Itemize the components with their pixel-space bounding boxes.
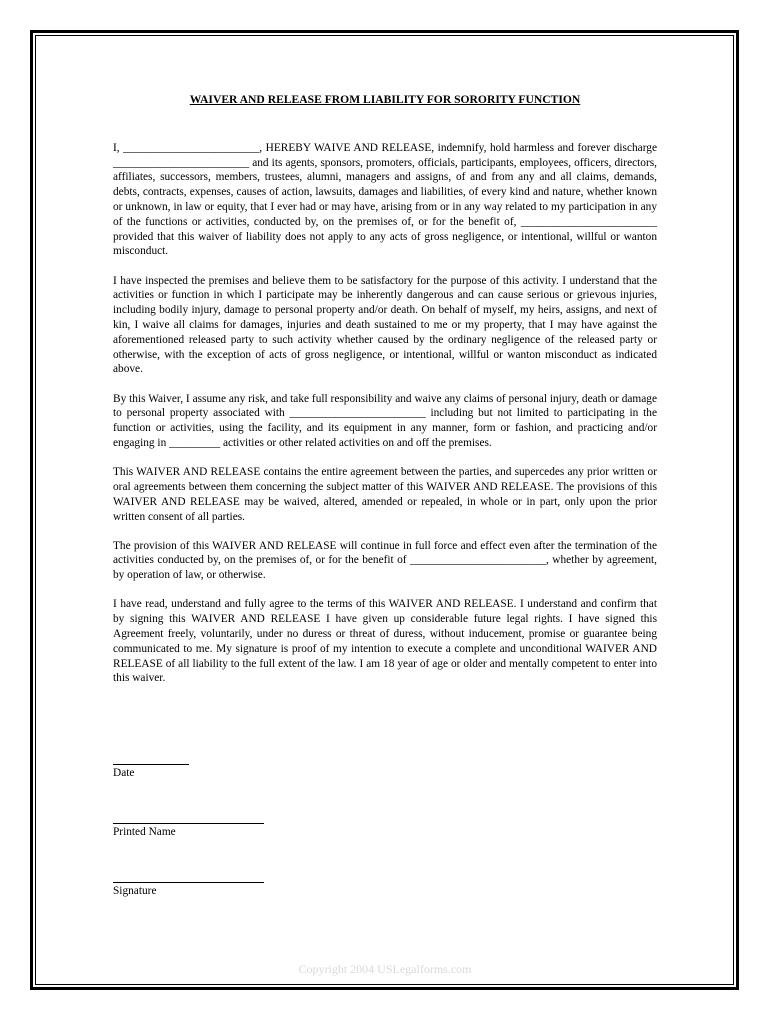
printed-name-field[interactable] xyxy=(113,823,264,838)
signature-field[interactable] xyxy=(113,882,264,897)
paragraph-inspection: I have inspected the premises and believe them to be satisfactory for the purpose of this activity. I understand that the activities or function in which I participate may be inherently dangerous and can cause serious or grievous injuries, including bodily injury, damage to personal property and/or death. On behalf of myself, my heirs, assigns, and next of kin, I waive all claims for damages, injuries and death sustained to me or my property, that I may have against the aforementioned released party to such activity whether caused by the ordinary negligence of the released party or otherwise, with the exception of acts of gross negligence, or intentional, willful or wanton misconduct as indicated above. xyxy=(113,274,657,376)
paragraph-waiver-release: I, ________________________, HEREBY WAIVE AND RELEASE, indemnify, hold harmless and forever discharge ________________________ and its agents, sponsors, promoters, officials, participants, employees, officers, directors, affiliates, successors, members, trustees, alumni, managers and assigns, of and from any and all claims, demands, debts, contracts, expenses, causes of action, lawsuits, damages and liabilities, of every kind and nature, whether known or unknown, in law or equity, that I ever had or may have, arising from or in any way related to my participation in any of the functions or activities, conducted by, on the premises of, or for the benefit of, ________________________ provided that this waiver of liability does not apply to any acts of gross negligence, or intentional, willful or wanton misconduct. xyxy=(113,141,657,258)
document-body xyxy=(113,93,657,701)
copyright-watermark: Copyright 2004 USLegalforms.com xyxy=(298,962,472,976)
paragraph-entire-agreement: This WAIVER AND RELEASE contains the entire agreement between the parties, and supercedes any prior written or oral agreements between them concerning the subject matter of this WAIVER AND RELEASE. The provisions of this WAIVER AND RELEASE may be waived, altered, amended or repealed, in whole or in part, only upon the prior written consent of all parties. xyxy=(113,466,657,523)
date-field[interactable] xyxy=(113,764,189,779)
printed-name-label: Printed Name xyxy=(113,826,176,838)
document-title: WAIVER AND RELEASE FROM LIABILITY FOR SORORITY FUNCTION xyxy=(189,93,581,106)
paragraph-continuation: The provision of this WAIVER AND RELEASE will continue in full force and effect even after the termination of the activities conducted by, on the premises of, or for the benefit of ________________________, whether by agreement, by operation of law, or otherwise. xyxy=(113,539,657,582)
printed-name-line xyxy=(113,823,264,824)
paragraph-assume-risk: By this Waiver, I assume any risk, and take full responsibility and waive any claims of personal injury, death or damage to personal property associated with ________________________ including but not limited to participating in the function or activities, using the facility, and its equipment in any manner, form or fashion, and practicing and/or engaging in _________ activities or other related activities on and off the premises. xyxy=(113,392,657,449)
date-line xyxy=(113,764,189,765)
date-label: Date xyxy=(113,767,135,779)
paragraph-acknowledgement: I have read, understand and fully agree to the terms of this WAIVER AND RELEASE. I understand and confirm that by signing this WAIVER AND RELEASE I have given up considerable future legal rights. I have signed this Agreement freely, voluntarily, under no duress or threat of duress, without inducement, promise or guarantee being communicated to me. My signature is proof of my intention to execute a complete and unconditional WAIVER AND RELEASE of all liability to the full extent of the law. I am 18 year of age or older and mentally competent to enter into this waiver. xyxy=(113,598,657,685)
signature-line xyxy=(113,882,264,883)
signature-label: Signature xyxy=(113,885,157,897)
